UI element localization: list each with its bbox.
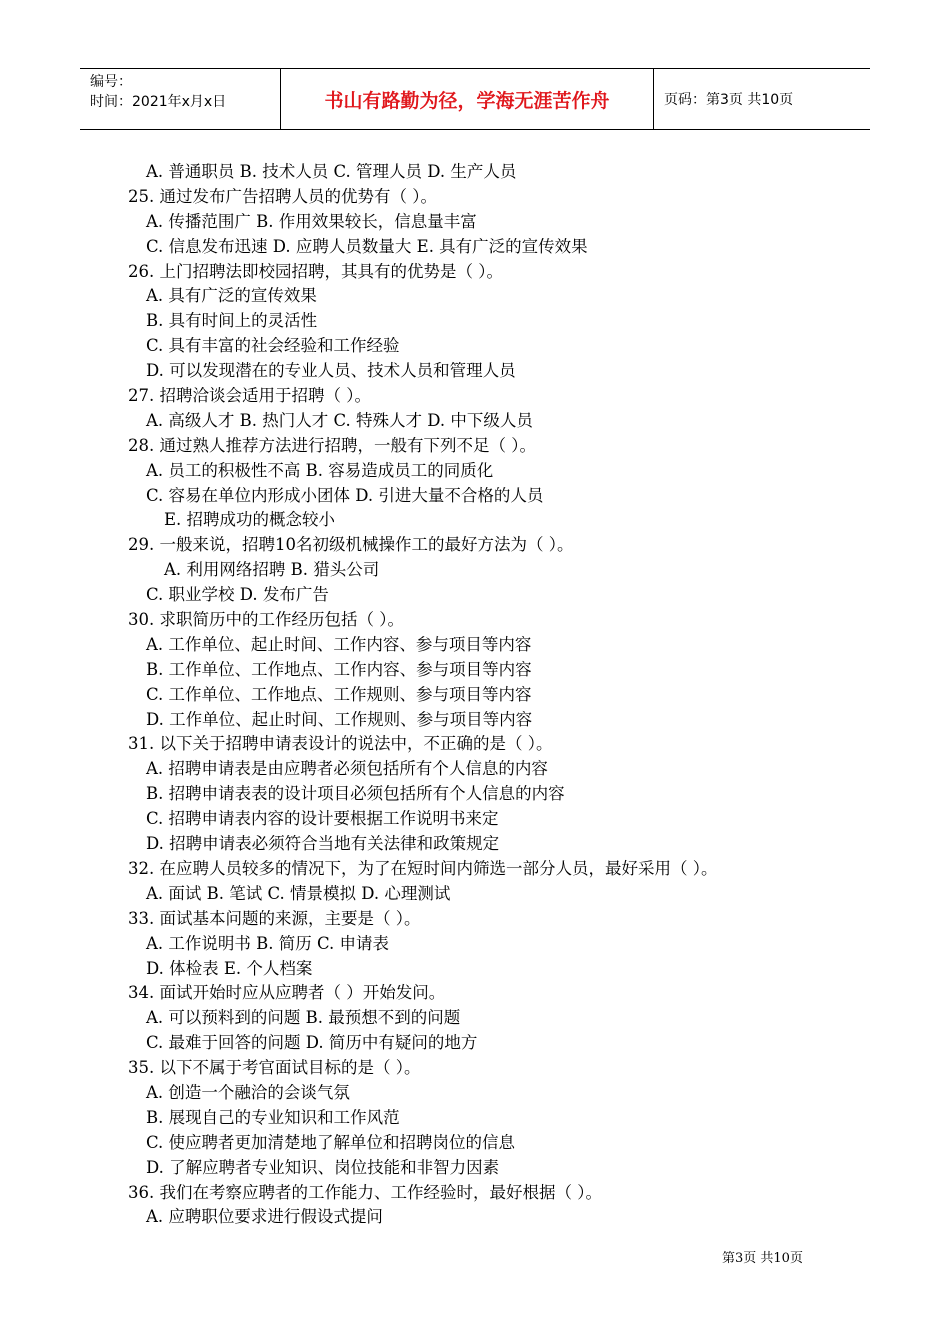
- text-line: A. 员工的积极性不高 B. 容易造成员工的同质化: [146, 460, 494, 480]
- text-line: A. 利用网络招聘 B. 猎头公司: [164, 560, 380, 580]
- text-line: C. 具有丰富的社会经验和工作经验: [146, 336, 400, 356]
- text-line: C. 职业学校 D. 发布广告: [146, 585, 329, 605]
- text-line: E. 招聘成功的概念较小: [164, 510, 336, 530]
- question-list: [0, 160, 950, 1230]
- question-line: 27. 招聘洽谈会适用于招聘（ ）。: [128, 386, 371, 406]
- question-line: 26. 上门招聘法即校园招聘，其具有的优势是（ ）。: [128, 261, 503, 281]
- question-line: 34. 面试开始时应从应聘者（ ）开始发问。: [128, 983, 446, 1003]
- text-line: B. 展现自己的专业知识和工作风范: [146, 1107, 400, 1127]
- text-line: D. 了解应聘者专业知识、岗位技能和非智力因素: [146, 1157, 500, 1177]
- question-line: 36. 我们在考察应聘者的工作能力、工作经验时，最好根据（ ）。: [128, 1182, 602, 1202]
- text-line: B. 招聘申请表表的设计项目必须包括所有个人信息的内容: [146, 784, 565, 804]
- header-motto: 书山有路勤为径，学海无涯苦作舟: [281, 69, 654, 129]
- text-line: C. 最难于回答的问题 D. 简历中有疑问的地方: [146, 1033, 478, 1053]
- text-line: C. 使应聘者更加清楚地了解单位和招聘岗位的信息: [146, 1132, 516, 1152]
- text-line: B. 工作单位、工作地点、工作内容、参与项目等内容: [146, 659, 532, 679]
- text-line: A. 可以预料到的问题 B. 最预想不到的问题: [146, 1008, 461, 1028]
- text-line: A. 工作说明书 B. 简历 C. 申请表: [146, 933, 390, 953]
- text-line: A. 具有广泛的宣传效果: [146, 286, 317, 306]
- header-meta: [80, 69, 281, 129]
- question-line: 29. 一般来说，招聘10名初级机械操作工的最好方法为（ ）。: [128, 535, 574, 555]
- text-line: C. 信息发布迅速 D. 应聘人员数量大 E. 具有广泛的宣传效果: [146, 236, 588, 256]
- text-line: C. 工作单位、工作地点、工作规则、参与项目等内容: [146, 684, 532, 704]
- text-line: A. 工作单位、起止时间、工作内容、参与项目等内容: [146, 634, 532, 654]
- text-line: C. 招聘申请表内容的设计要根据工作说明书来定: [146, 809, 499, 829]
- text-line: A. 创造一个融洽的会谈气氛: [146, 1082, 350, 1102]
- text-line: D. 招聘申请表必须符合当地有关法律和政策规定: [146, 834, 500, 854]
- page-header: [80, 68, 870, 130]
- question-line: 28. 通过熟人推荐方法进行招聘，一般有下列不足（ ）。: [128, 435, 536, 455]
- header-page-info: 页码：第3页 共10页: [664, 92, 794, 108]
- text-line: A. 普通职员 B. 技术人员 C. 管理人员 D. 生产人员: [146, 162, 517, 181]
- text-line: D. 体检表 E. 个人档案: [146, 958, 313, 978]
- text-line: C. 容易在单位内形成小团体 D. 引进大量不合格的人员: [146, 485, 544, 505]
- question-line: 35. 以下不属于考官面试目标的是（ ）。: [128, 1058, 421, 1078]
- question-line: 25. 通过发布广告招聘人员的优势有（ ）。: [128, 186, 437, 206]
- text-line: D. 可以发现潜在的专业人员、技术人员和管理人员: [146, 361, 516, 381]
- text-line: B. 具有时间上的灵活性: [146, 311, 318, 331]
- text-line: A. 应聘职位要求进行假设式提问: [146, 1207, 383, 1227]
- text-line: A. 招聘申请表是由应聘者必须包括所有个人信息的内容: [146, 759, 548, 779]
- text-line: A. 高级人才 B. 热门人才 C. 特殊人才 D. 中下级人员: [146, 410, 533, 430]
- question-line: 33. 面试基本问题的来源，主要是（ ）。: [128, 908, 421, 928]
- text-line: A. 传播范围广 B. 作用效果较长，信息量丰富: [146, 211, 477, 231]
- text-line: A. 面试 B. 笔试 C. 情景模拟 D. 心理测试: [146, 883, 451, 903]
- question-line: 30. 求职简历中的工作经历包括（ ）。: [128, 610, 404, 630]
- question-line: 32. 在应聘人员较多的情况下，为了在短时间内筛选一部分人员，最好采用（ ）。: [128, 858, 718, 878]
- header-number-label: 编号：: [90, 74, 132, 90]
- question-line: 31. 以下关于招聘申请表设计的说法中，不正确的是（ ）。: [128, 734, 553, 754]
- header-date-label: 时间：2021年x月x日: [90, 94, 227, 110]
- page-footer: 第3页 共10页: [722, 1251, 803, 1266]
- text-line: D. 工作单位、起止时间、工作规则、参与项目等内容: [146, 709, 533, 729]
